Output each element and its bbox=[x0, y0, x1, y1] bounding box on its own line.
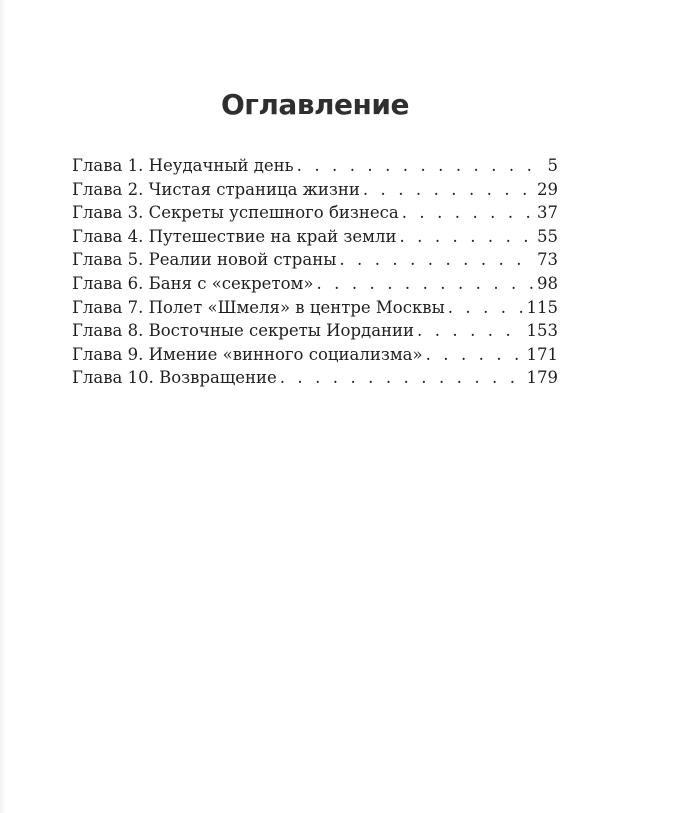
chapter-number: Глава 5. bbox=[72, 250, 144, 270]
page-number: 98 bbox=[537, 273, 558, 293]
toc-entry-7[interactable] bbox=[72, 298, 558, 322]
chapter-title: Баня с «секретом» bbox=[148, 273, 314, 293]
chapter-number: Глава 6. bbox=[72, 273, 144, 293]
dot-leader bbox=[297, 156, 545, 175]
toc-entry-text bbox=[72, 180, 360, 199]
chapter-title: Полет «Шмеля» в центре Москвы bbox=[148, 297, 445, 317]
toc-entry-text bbox=[72, 298, 445, 317]
toc-entry-3[interactable] bbox=[72, 203, 558, 227]
chapter-title: Реалии новой страны bbox=[148, 250, 337, 270]
dot-leader bbox=[402, 203, 534, 222]
dot-leader bbox=[417, 321, 523, 340]
chapter-number: Глава 9. bbox=[72, 344, 144, 364]
toc-entry-text bbox=[72, 203, 399, 222]
chapter-number: Глава 7. bbox=[72, 297, 144, 317]
dot-leader bbox=[448, 298, 524, 317]
chapter-number: Глава 3. bbox=[72, 203, 144, 223]
chapter-title: Неудачный день bbox=[148, 156, 294, 175]
toc-entry-text bbox=[72, 227, 396, 246]
chapter-title: Путешествие на край земли bbox=[148, 226, 397, 246]
page-number: 37 bbox=[537, 203, 558, 223]
chapter-title: Имение «винного социализма» bbox=[148, 344, 423, 364]
page-number: 73 bbox=[537, 250, 558, 270]
page-edge-shadow bbox=[0, 0, 6, 813]
dot-leader bbox=[316, 274, 534, 293]
chapter-title: Восточные секреты Иордании bbox=[148, 321, 415, 341]
toc-entry-6[interactable] bbox=[72, 274, 558, 298]
chapter-number: Глава 8. bbox=[72, 321, 144, 341]
toc-entry-text bbox=[72, 250, 336, 269]
toc-entry-10[interactable] bbox=[72, 368, 558, 392]
toc-entry-8[interactable] bbox=[72, 321, 558, 345]
dot-leader bbox=[280, 368, 524, 387]
chapter-title: Секреты успешного бизнеса bbox=[148, 203, 399, 223]
page-number: 5 bbox=[547, 156, 558, 175]
chapter-number: Глава 4. bbox=[72, 226, 144, 246]
table-of-contents bbox=[72, 156, 558, 392]
toc-entry-text bbox=[72, 368, 277, 387]
toc-entry-text bbox=[72, 321, 414, 340]
toc-entry-9[interactable] bbox=[72, 345, 558, 369]
chapter-number: Глава 10. bbox=[72, 368, 154, 388]
dot-leader bbox=[426, 345, 524, 364]
dot-leader bbox=[399, 227, 534, 246]
toc-entry-text bbox=[72, 156, 294, 175]
toc-entry-5[interactable] bbox=[72, 250, 558, 274]
toc-entry-2[interactable] bbox=[72, 180, 558, 204]
dot-leader bbox=[363, 180, 534, 199]
page-title: Оглавление bbox=[220, 88, 409, 121]
dot-leader bbox=[339, 250, 534, 269]
toc-entry-text bbox=[72, 345, 423, 364]
toc-entry-4[interactable] bbox=[72, 227, 558, 251]
chapter-number: Глава 2. bbox=[72, 179, 144, 199]
page-number: 29 bbox=[537, 179, 558, 199]
chapter-number: Глава 1. bbox=[72, 156, 144, 175]
page-number: 115 bbox=[526, 297, 558, 317]
page-number: 171 bbox=[526, 344, 558, 364]
page-number: 179 bbox=[526, 368, 558, 388]
toc-entry-text bbox=[72, 274, 313, 293]
chapter-title: Возвращение bbox=[159, 368, 277, 388]
chapter-title: Чистая страница жизни bbox=[148, 179, 360, 199]
page-number: 55 bbox=[537, 226, 558, 246]
page-number: 153 bbox=[526, 321, 558, 341]
toc-entry-1[interactable] bbox=[72, 156, 558, 180]
